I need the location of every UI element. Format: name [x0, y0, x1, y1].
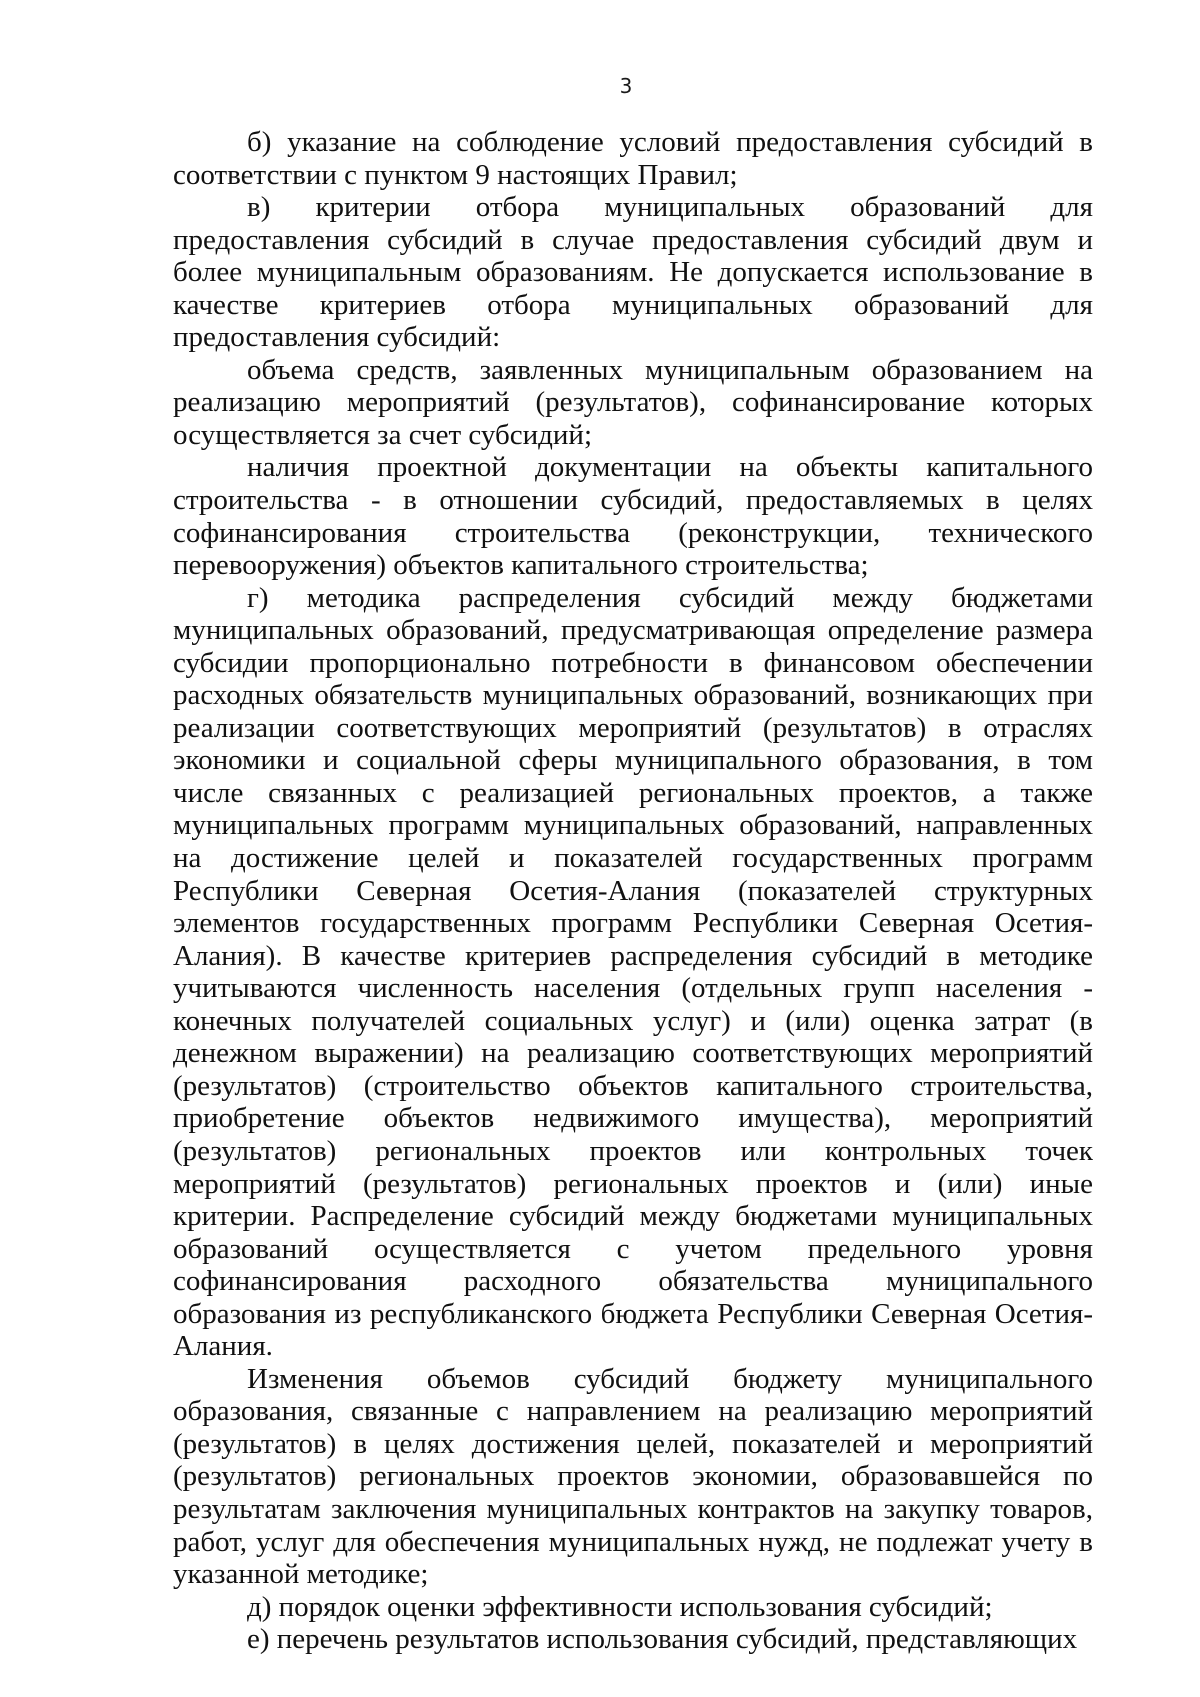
paragraph-project-documentation: наличия проектной документации на объекты капитального строительства - в отношении субсидий, предоставляемых в целях софинансирования строительства (реконструкции, технического перевооружения) объектов капитального строительства;	[173, 451, 1093, 582]
page-number: 3	[619, 74, 633, 98]
paragraph-g: г) методика распределения субсидий между бюджетами муниципальных образований, предусматривающая определение размера субсидии пропорционально потребности в финансовом обеспечении расходных обязательств муниципальных образований, возникающих при реализации соответствующих мероприятий (результатов) в отраслях экономики и социальной сферы муниципального образования, в том числе связанных с реализацией региональных проектов, а также муниципальных программ муниципальных образований, направленных на достижение целей и показателей государственных программ Республики Северная Осетия-Алания (показателей структурных элементов государственных программ Республики Северная Осетия-Алания). В качестве критериев распределения субсидий в методике учитываются численность населения (отдельных групп населения - конечных получателей социальных услуг) и (или) оценка затрат (в денежном выражении) на реализацию соответствующих мероприятий (результатов) (строительство объектов капитального строительства, приобретение объектов недвижимого имущества), мероприятий (результатов) региональных проектов или контрольных точек мероприятий (результатов) региональных проектов и (или) иные критерии. Распределение субсидий между бюджетами муниципальных образований осуществляется с учетом предельного уровня софинансирования расходного обязательства муниципального образования из республиканского бюджета Республики Северная Осетия-Алания.	[173, 581, 1093, 1363]
paragraph-b: б) указание на соблюдение условий предоставления субсидий в соответствии с пунктом 9 настоящих Правил;	[173, 126, 1093, 191]
paragraph-d: д) порядок оценки эффективности использования субсидий;	[247, 1590, 993, 1623]
paragraph-e: е) перечень результатов использования субсидий, представляющих	[247, 1623, 1078, 1656]
paragraph-funds-volume: объема средств, заявленных муниципальным образованием на реализацию мероприятий (результатов), софинансирование которых осуществляется за счет субсидий;	[173, 353, 1093, 451]
paragraph-changes: Изменения объемов субсидий бюджету муниципального образования, связанные с направлением на реализацию мероприятий (результатов) в целях достижения целей, показателей и мероприятий (результатов) региональных проектов экономии, образовавшейся по результатам заключения муниципальных контрактов на закупку товаров, работ, услуг для обеспечения муниципальных нужд, не подлежат учету в указанной методике;	[173, 1362, 1093, 1591]
paragraph-v: в) критерии отбора муниципальных образований для предоставления субсидий в случае предоставления субсидий двум и более муниципальным образованиям. Не допускается использование в качестве критериев отбора муниципальных образований для предоставления субсидий:	[173, 191, 1093, 354]
document-body	[173, 126, 1093, 1656]
